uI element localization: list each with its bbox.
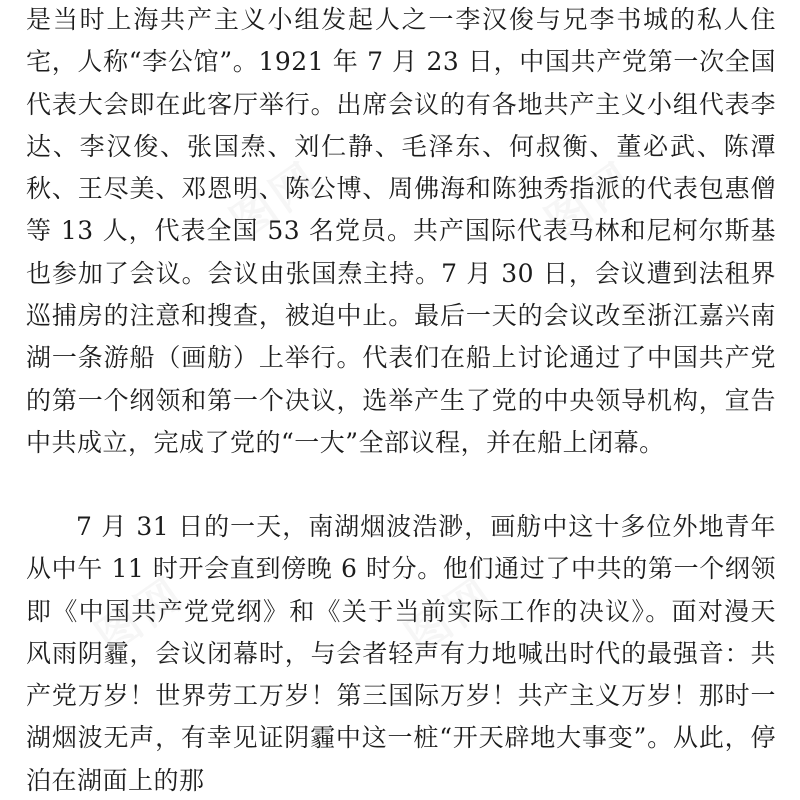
paragraph-1: 是当时上海共产主义小组发起人之一李汉俊与兄李书城的私人住宅，人称“李公馆”。1921 年 7 月 23 日，中国共产党第一次全国代表大会即在此客厅举行。出席会议的有各地共产主义小组代表李达、李汉俊、张国焘、刘仁静、毛泽东、何叔衡、董必武、陈潭秋、王尽美、邓恩明、陈公博、周佛海和陈独秀指派的代表包惠僧等 13 人，代表全国 53 名党员。共产国际代表马林和尼柯尔斯基也参加了会议。会议由张国焘主持。7 月 30 日，会议遭到法租界巡捕房的注意和搜查，被迫中止。最后一天的会议改至浙江嘉兴南湖一条游船（画舫）上举行。代表们在船上讨论通过了中国共产党的第一个纲领和第一个决议，选举产生了党的中央领导机构，宣告中共成立，完成了党的“一大”全部议程，并在船上闭幕。	[26, 5, 776, 457]
watermark-logo: 图网	[86, 567, 195, 665]
watermark-logo: 图网	[396, 567, 505, 665]
paragraph-2: 7 月 31 日的一天，南湖烟波浩渺，画舫中这十多位外地青年从中午 11 时开会直到傍晚 6 时分。他们通过了中共的第一个纲领即《中国共产党党纲》和《关于当前实际工作的决议》。面对漫天风雨阴霾，会议闭幕时，与会者轻声有力地喊出时代的最强音：共产党万岁！世界劳工万岁！第三国际万岁！共产主义万岁！那时一湖烟波无声，有幸见证阴霾中这一桩“开天辟地大事变”。从此，停泊在湖面上的那	[26, 512, 776, 795]
watermark-logo: 图网	[221, 152, 330, 250]
watermark-logo: 图网	[536, 152, 645, 250]
